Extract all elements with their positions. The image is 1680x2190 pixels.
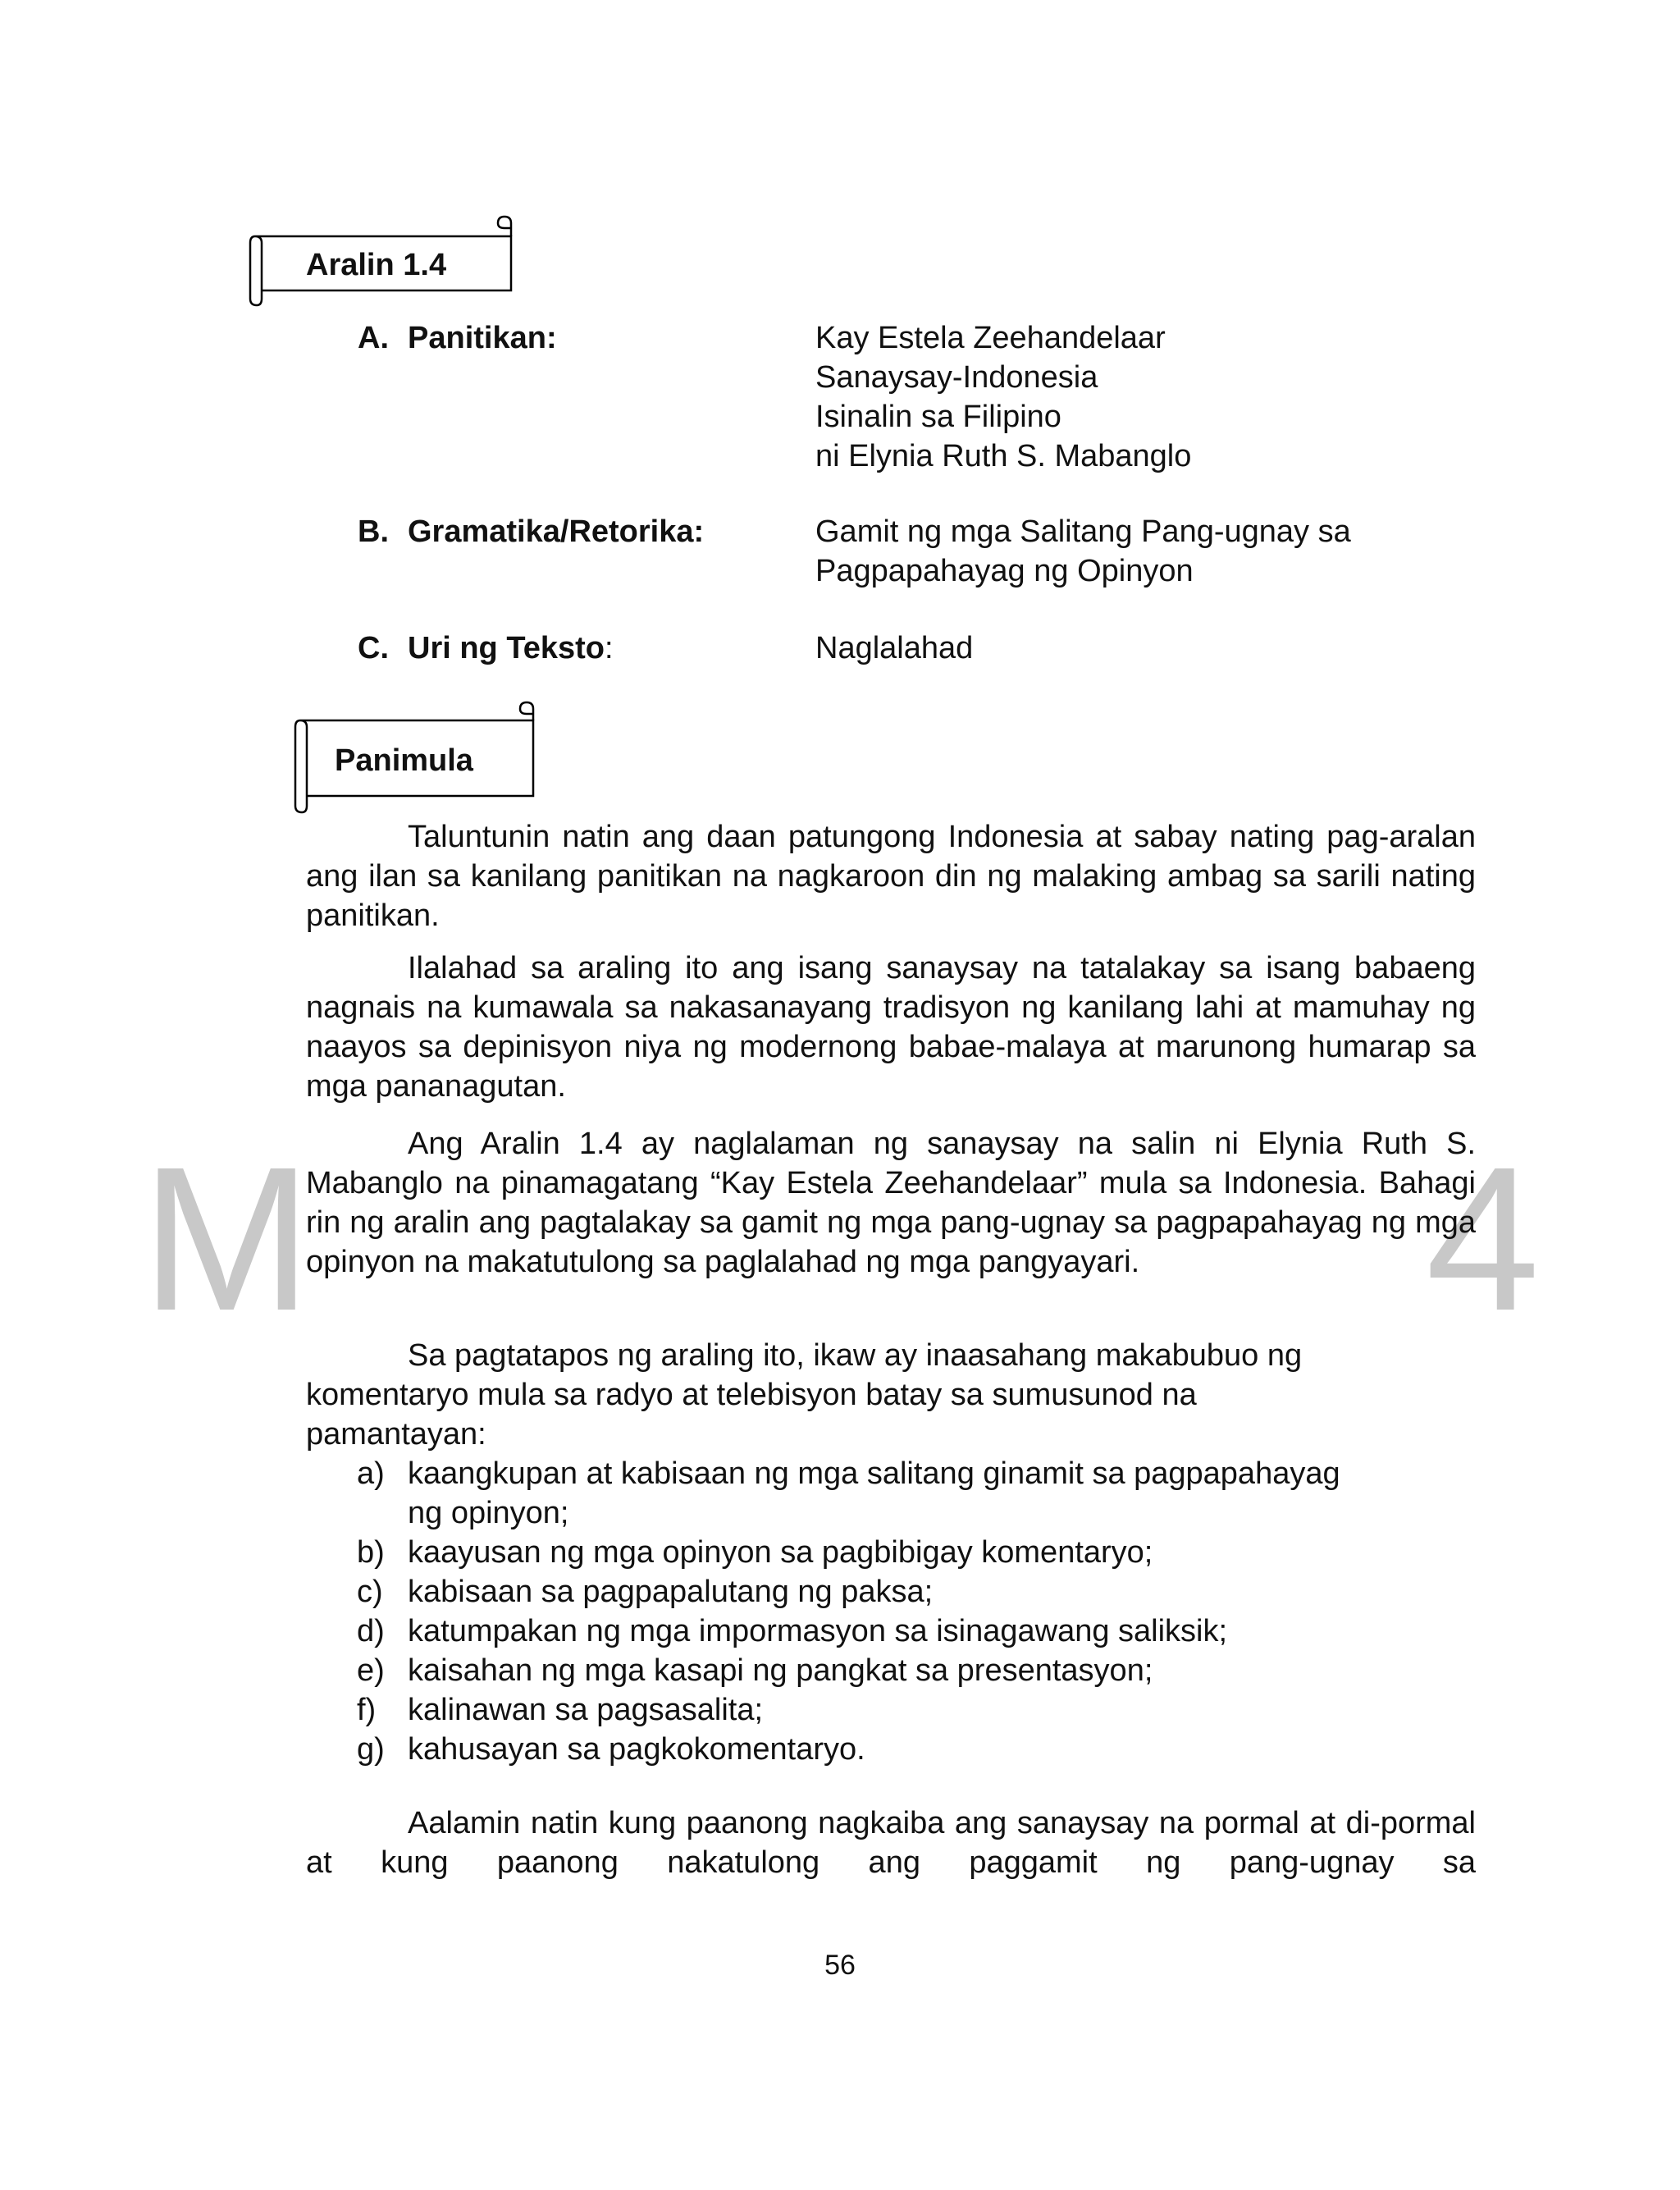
intro-paragraph-2: Ilalahad sa araling ito ang isang sanaysay na tatalakay sa isang babaeng nagnais na kumawala sa nakasanayang tradisyon ng kanilang lahi at mamuhay ng naayos sa depinisyon niya ng modernong babae-malaya at marunong humarap sa mga pananagutan.	[306, 951, 1476, 1104]
overview-value: Isinalin sa Filipino	[815, 400, 1061, 434]
list-item	[306, 1533, 1454, 1572]
list-item-text: kaayusan ng mga opinyon sa pagbibigay komentaryo;	[408, 1535, 1153, 1570]
closing-paragraph: Aalamin natin kung paanong nagkaiba ang sanaysay na pormal at di-pormal at kung paanong nakatulong ang paggamit ng pang-ugnay sa	[306, 1806, 1476, 1880]
overview-value: Sanaysay-Indonesia	[815, 360, 1098, 395]
lesson-title-banner	[250, 215, 521, 305]
intro-title: Panimula	[335, 743, 473, 778]
list-item-text: kalinawan sa pagsasalita;	[408, 1693, 764, 1727]
intro-paragraph-3: Ang Aralin 1.4 ay naglalaman ng sanaysay na salin ni Elynia Ruth S. Mabanglo na pinamagatang “Kay Estela Zeehandelaar” mula sa Indonesia. Bahagi rin ng aralin ang pagtalakay sa gamit ng mga pang-ugnay sa pagpapahayag ng mga opinyon na makatutulong sa paglalahad ng mga pangyayari.	[306, 1127, 1476, 1279]
list-item-label: e)	[357, 1653, 385, 1688]
overview-value: Kay Estela Zeehandelaar	[815, 321, 1166, 355]
criteria-intro-line: komentaryo mula sa radyo at telebisyon batay sa sumusunod na	[306, 1378, 1197, 1412]
lesson-title: Aralin 1.4	[306, 248, 447, 282]
overview-values-panitikan	[815, 318, 1191, 476]
list-item-label: d)	[357, 1614, 385, 1648]
list-item	[306, 1651, 1454, 1690]
list-item-text: kabisaan sa pagpapalutang ng paksa;	[408, 1575, 934, 1609]
overview-label-gramatika: Gramatika/Retorika:	[408, 514, 705, 549]
list-item	[306, 1572, 1454, 1612]
overview-values-gramatika	[815, 512, 1351, 591]
overview-letter-c: C.	[358, 631, 389, 665]
list-item-label: b)	[357, 1535, 385, 1570]
overview-label-panitikan: Panitikan:	[408, 321, 557, 355]
page-number: 56	[824, 1950, 856, 1981]
overview-value: Naglalahad	[815, 631, 974, 665]
overview-value: ni Elynia Ruth S. Mabanglo	[815, 439, 1192, 473]
overview-value: Pagpapahayag ng Opinyon	[815, 554, 1194, 588]
list-item-label: c)	[357, 1575, 383, 1609]
list-item-label: a)	[357, 1456, 385, 1491]
criteria-intro-line: Sa pagtatapos ng araling ito, ikaw ay inaasahang makabubuo ng	[408, 1338, 1303, 1373]
overview-letter-a: A.	[358, 321, 389, 355]
intro-banner	[294, 701, 540, 812]
overview-label-uri-ng-teksto: Uri ng Teksto:	[408, 631, 614, 665]
list-item	[306, 1454, 1372, 1533]
criteria-list	[306, 1454, 1454, 1769]
overview-values-uri-ng-teksto	[815, 629, 973, 668]
criteria-intro-line: pamantayan:	[306, 1417, 486, 1452]
list-item-text: kahusayan sa pagkokomentaryo.	[408, 1732, 865, 1767]
intro-paragraph-1: Taluntunin natin ang daan patungong Indonesia at sabay nating pag-aralan ang ilan sa kanilang panitikan na nagkaroon din ng malaking ambag sa sarili nating panitikan.	[306, 820, 1476, 933]
overview-letter-b: B.	[358, 514, 389, 549]
watermark-left-letter: M	[141, 1124, 313, 1353]
list-item	[306, 1730, 1454, 1769]
list-item-label: f)	[357, 1693, 377, 1727]
watermark-right-letter: 4	[1426, 1124, 1541, 1353]
list-item-text: kaangkupan at kabisaan ng mga salitang ginamit sa pagpapahayag ng opinyon;	[408, 1456, 1340, 1530]
list-item-text: katumpakan ng mga impormasyon sa isinagawang saliksik;	[408, 1614, 1228, 1648]
list-item-label: g)	[357, 1732, 385, 1767]
criteria-intro	[306, 1336, 1476, 1454]
list-item	[306, 1612, 1454, 1651]
list-item	[306, 1690, 1454, 1730]
list-item-text: kaisahan ng mga kasapi ng pangkat sa presentasyon;	[408, 1653, 1153, 1688]
overview-value: Gamit ng mga Salitang Pang-ugnay sa	[815, 514, 1351, 549]
